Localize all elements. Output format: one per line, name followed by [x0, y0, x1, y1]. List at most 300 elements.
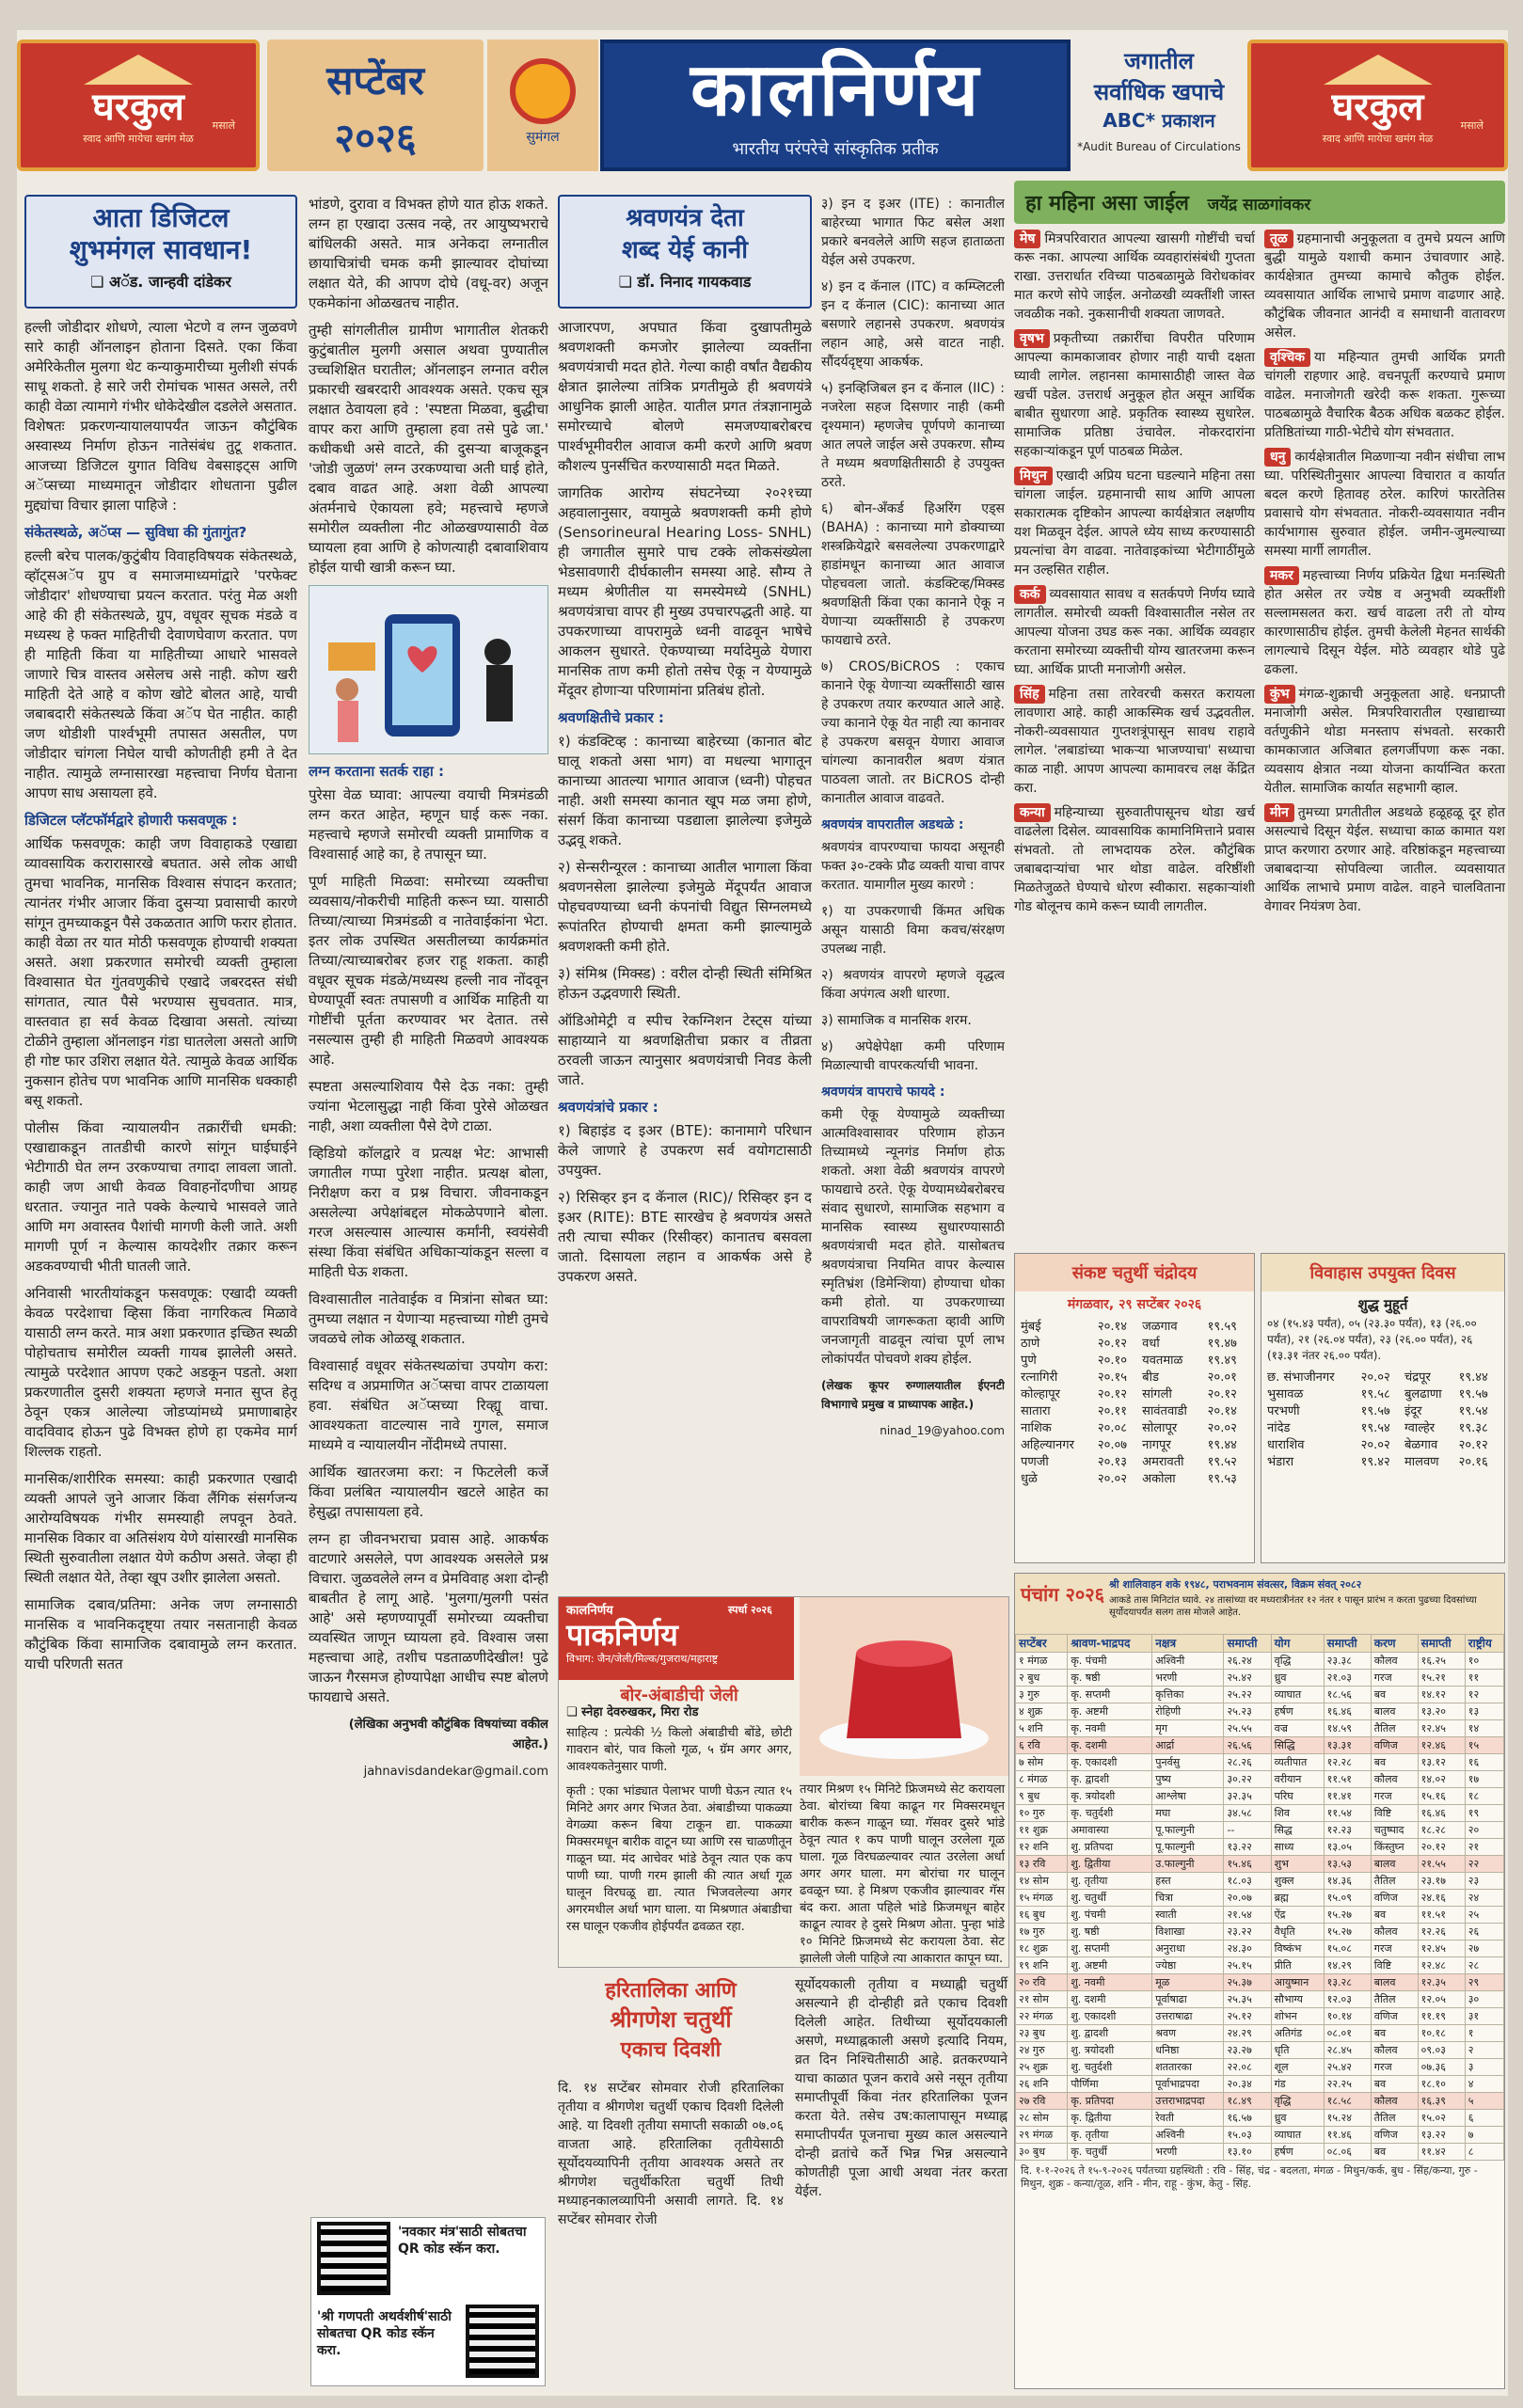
list-item: ३) इन द इअर (ITE) : कानातील बाहेरच्या भागात फिट बसेल अशा प्रकारे बनवलेले आणि सहज हाताळता येईल असे उपकरण. — [821, 197, 1005, 268]
list-item: ४) अपेक्षेपेक्षा कमी परिणाम मिळाल्याची वापरकर्त्याची भावना. — [821, 1039, 1005, 1073]
table-cell: वणिज — [1371, 1737, 1418, 1754]
table-row — [1016, 1839, 1504, 1856]
paragraph: तुम्ही सांगलीतील ग्रामीण भागातील शेतकरी कुटुंबातील मुलगी असाल अथवा पुण्यातील उच्चशिक्षित घरातील; ऑनलाइन लग्नात वरील प्रकारची खबरदारी आवश्यक असते. एकच सूत्र लक्षात ठेवायला हवे : 'स्पष्टता मिळवा, बुद्धीचा वापर करा आणि तुम्हाला हवा तसे पुढे जा.' कधीकधी असे वाटते, की दुसऱ्या बाजूकडून 'जोडी जुळणं' लग्न उरकण्याचा अती घाई होते, दबाव वाढत आहे. अशा वेळी आपल्या अंतर्मनाचे ऐकायला हवे; महत्त्वाचे म्हणजे समोरील व्यक्तीला नीट ओळखण्यासाठी वेळ घ्यायला हवा आणि हे कोणत्याही दबावाशिवाय होईल याची खात्री करून घ्या. — [309, 322, 548, 576]
column-header: योग — [1271, 1635, 1324, 1653]
city-cell: सोलापूर — [1142, 1421, 1178, 1435]
time-cell: २०.१२ — [1207, 1387, 1237, 1402]
horoscope-section — [1014, 181, 1505, 1253]
table-row — [1019, 1386, 1250, 1403]
paragraph: आजारपण, अपघात किंवा दुखापतीमुळे श्रवणशक्ती कमजोर झालेल्या व्यक्तींना श्रवणयंत्राची मदत होते. गेल्या काही वर्षांत वैद्यकीय क्षेत्रात झालेल्या तांत्रिक प्रगतीमुळे ही श्रवणयंत्रे आधुनिक झाली आहेत. यातील प्रगत तंत्रज्ञानामुळे समोरच्याचे बोलणे समजण्याबरोबरच पार्श्वभूमीवरील आवाज कमी करणे आणि श्रवण कौशल्य पुनर्संचित करण्यासाठी मदत मिळते. — [558, 319, 812, 474]
table-cell: १५.२७ — [1324, 1924, 1371, 1941]
table-row — [1019, 1353, 1250, 1370]
column-header: समाप्ती — [1324, 1635, 1371, 1653]
table-cell: विष्टि — [1371, 1805, 1418, 1822]
table-cell: ६ — [1465, 2110, 1503, 2127]
rashi-kumbh: कुंभ मंगळ-शुक्राची अनुकूलता आहे. धनप्राप्ती मनाजोगी असेल. मित्रपरिवारातील एखाद्याच्या वर्तणुकीने थोडा मनस्ताप संभवतो. सरकारी कामकाजात अजिबात हलगर्जीपणा करू नका. व्यवसाय क्षेत्रात नव्या योजना कार्यान्वित करता येतील. सामाजिक कार्यात सहभागी व्हाल. — [1264, 687, 1505, 796]
table-row — [1265, 1454, 1500, 1471]
panchang-header — [1015, 1574, 1504, 1634]
column-header: राष्ट्रीय — [1465, 1635, 1503, 1653]
table-cell: ध्रुव — [1271, 1670, 1324, 1687]
table-cell: शुभ — [1271, 1856, 1324, 1873]
rashi-vrushabh: वृषभ प्रकृतीच्या तक्रारींचा विपरीत परिणाम आपल्या कामकाजावर होणार नाही याची दक्षता घ्यावी लागेल. लहानसा कामासाठीही जास्त वेळ खर्ची पडेल. उत्तरार्ध अनुकूल होत असून आर्थिक बाबीत सुधारणा आहे. प्रकृतिक स्वास्थ्य सुधारेल. सामाजिक प्रतिष्ठा उंचावेल. नोकरदारांना सहकाऱ्यांकडून पूर्ण पाठबळ मिळेल. — [1014, 331, 1255, 459]
list-item: ५) इनव्हिजिबल इन द कॅनाल (IIC) : नजरेला सहज दिसणार नाही (कमी दृश्यमान) म्हणजेच पूर्णपणे कानाच्या आत लपले जाईल असे उपकरण. सौम्य ते मध्यम श्रवणक्षितीसाठी हे उपयुक्त ठरते. — [821, 381, 1005, 490]
table-cell: कौलव — [1371, 1924, 1418, 1941]
rashi-mithun: मिथुन एखादी अप्रिय घटना घडल्याने महिना तसा चांगला जाईल. ग्रहमानाची साथ आणि आपला सकारात्मक दृष्टिकोन आपल्या कार्यक्षेत्रात लक्षणीय यश मिळवून देईल. आपले ध्येय साध्य करण्यासाठी प्रयत्नांचा वेग वाढवा. नातेवाइकांच्या भेटीगाठींमुळे मन उल्हसित राहील. — [1014, 468, 1255, 578]
recipe-title: पाकनिर्णय — [566, 1617, 678, 1653]
table-row — [1265, 1370, 1500, 1386]
table-row — [1016, 2059, 1504, 2076]
table-row — [1016, 1941, 1504, 1957]
table-cell: व्याघात — [1271, 2127, 1324, 2144]
table-cell: ११.४६ — [1324, 2127, 1371, 2144]
table-cell: २५.२२ — [1224, 1687, 1271, 1703]
brand-sub: मसाले — [212, 119, 235, 132]
gharkul-ad-left — [17, 40, 260, 171]
table-cell: २० रवि — [1016, 1974, 1068, 1991]
time-cell: २०.१४ — [1207, 1404, 1237, 1418]
table-cell: कृ. द्वादशी — [1068, 1771, 1152, 1788]
time-cell: २०.१५ — [1097, 1370, 1128, 1385]
table-cell: श्रवण — [1152, 2025, 1224, 2042]
time-cell: १९.५३ — [1207, 1472, 1237, 1486]
table-cell: ११ शुक्र — [1016, 1822, 1068, 1839]
rashi-meen: मीन तुमच्या प्रगतीतील अडथळे हळूहळू दूर होत असल्याचे दिसून येईल. सध्याचा काळ कामात यश प्राप्त करणारा ठरणार आहे. वरिष्ठांकडून महत्त्वाच्या जबाबदाऱ्या सोपविल्या जातील. व्यवसायात आर्थिक लाभाचे प्रमाण वाढेल. वाहने चालविताना वेगावर नियंत्रण ठेवा. — [1264, 805, 1505, 914]
time-cell: १९.५२ — [1207, 1455, 1237, 1469]
table-cell: २४.१६ — [1418, 1890, 1465, 1907]
article-title-line2: शब्द येई कानी — [622, 236, 748, 264]
table-cell: १३.१२ — [1418, 1754, 1465, 1771]
time-cell: १९.५४ — [1458, 1404, 1488, 1418]
table-cell: १८ — [1465, 1788, 1503, 1805]
qr2-caption: 'श्री गणपती अथर्वशीर्ष'साठी सोबतचा QR कोड स्कॅन करा. — [317, 2309, 452, 2358]
table-cell: २३.३८ — [1324, 1653, 1371, 1670]
table-cell: २४.२९ — [1224, 2025, 1271, 2042]
table-row — [1016, 1805, 1504, 1822]
table-cell: ऐंद्र — [1271, 1907, 1324, 1924]
table-cell: २३.२२ — [1224, 1924, 1271, 1941]
table-cell: विष्टि — [1371, 1957, 1418, 1974]
table-cell: गरज — [1371, 2059, 1418, 2076]
table-cell: १६ बुध — [1016, 1907, 1068, 1924]
rashi-kanya: कन्या महिन्याच्या सुरुवातीपासूनच थोडा खर्च वाढलेला दिसेल. व्यावसायिक कामानिमित्ताने प्रवास संभवतो. तो लाभदायक ठरेल. कौटुंबिक जबाबदाऱ्यांचा भार थोडा वाढेल. वरिष्ठींशी मिळतेजुळते घेण्याचे धोरण स्वीकारा. सहकाऱ्यांशी गोड बोलूनच कामे करून घ्यावी लागतील. — [1014, 805, 1255, 914]
sub-heading: श्रवणयंत्र वापराचे फायदे : — [821, 1085, 945, 1100]
table-cell: तैतिल — [1371, 1873, 1418, 1890]
table-cell: तैतिल — [1371, 1991, 1418, 2008]
table-cell: २५.४२ — [1224, 1670, 1271, 1687]
tip-item: स्पष्टता असल्याशिवाय पैसे देऊ नका: तुम्ही ज्यांना भेटलासुद्धा नाही किंवा पुरेसे ओळखत नाही, अशा व्यक्तीला पैसे देणे टाळा. — [309, 1078, 548, 1134]
qr1-caption: 'नवकार मंत्र'साठी सोबतचा QR कोड स्कॅन करा. — [398, 2225, 527, 2257]
table-cell: व्याघात — [1271, 1687, 1324, 1703]
table-cell: ३० — [1465, 1991, 1503, 2008]
time-cell: १९.४७ — [1207, 1337, 1237, 1351]
table-row — [1016, 1991, 1504, 2008]
recipe-author: ❏ स्नेहा देवरुखकर, मिरा रोड — [566, 1705, 699, 1719]
tip-item: विश्वासातील नातेवाईक व मित्रांना सोबत घ्या: तुमच्या लक्षात न येणाऱ्या महत्त्वाच्या गोष्टी तुमचे जवळचे लोक ओळखू शकतात. — [309, 1291, 548, 1347]
table-cell: २४ गुरु — [1016, 2042, 1068, 2059]
table-cell: कृ. त्रयोदशी — [1068, 1788, 1152, 1805]
column-header: समाप्ती — [1224, 1635, 1271, 1653]
table-cell: विष्कंभ — [1271, 1941, 1324, 1957]
tip-item: विश्वासार्ह वधूवर संकेतस्थळांचा उपयोग करा: सदिग्ध व अप्रमाणित अॅप्सचा वापर टाळायला हवा. संबंधित अॅप्सच्या रिव्ह्यू वाचा. आवश्यकता वाटल्यास नावे गुगल, समाज माध्यमे व न्यायालयीन नोंदीमध्ये तपासा. — [309, 1357, 548, 1453]
table-row — [1265, 1437, 1500, 1454]
table-cell: वैधृति — [1271, 1924, 1324, 1941]
table-cell: शु. त्रयोदशी — [1068, 2042, 1152, 2059]
table-row — [1019, 1437, 1250, 1454]
paragraph: मानसिक/शारीरिक समस्या: काही प्रकरणात एखादी व्यक्ती आपले जुने आजार किंवा लैंगिक संसर्गजन्य आरोग्यविषयक गंभीर समस्याही लपवून ठेवते. मानसिक विकार वा अतिसंशय येणे यांसारखी मानसिक स्थिती सुरुवातीला लक्षात येणे कठीण असते. जेव्हा ही स्थिती लक्षात येते, तेव्हा खूप उशीर झालेला असतो. — [24, 1470, 297, 1586]
phone-fraud-illustration — [309, 585, 548, 754]
table-row — [1016, 2093, 1504, 2110]
sankashti-table — [1015, 1317, 1254, 1490]
paragraph: श्रवणयंत्र वापरण्याचा फायदा असूनही फक्त ३०-टक्के प्रौढ व्यक्ती याचा वापर करतात. यामागील मुख्य कारणे : — [821, 840, 1005, 893]
sun-emblem-icon — [510, 58, 576, 124]
table-cell: वरीयान — [1271, 1771, 1324, 1788]
paragraph: अनिवासी भारतीयांकडून फसवणूक: एखादी व्यक्ती केवळ परदेशाचा व्हिसा किंवा नागरिकत्व मिळावे यासाठी लग्न करते. मात्र अशा प्रकरणात इच्छित स्थळी पोहोचताच समोरील व्यक्ती गायब झालेली असते. त्यामुळे परदेशात आपण एकटे अडकून पडतो. अशा प्रकरणातील दुसरी शक्यता म्हणजे मनात सुप्त हेतू ठेवून एकत्र आलेल्या जोडप्यांमध्ये प्रमाणाबाहेर वादविवाद होऊन पुढे विभक्त होणे हा एकमेव मार्ग शिल्लक राहतो. — [24, 1285, 297, 1460]
hartalika-title3: एकाच दिवशी — [620, 2038, 722, 2062]
table-cell: शु. सप्तमी — [1068, 1941, 1152, 1957]
hartalika-paragraph: सूर्योदयकाली तृतीया व मध्याह्नी चतुर्थी असल्याने ही दोन्हीही व्रते एकाच दिवशी दिलेली आहेत. तिथीच्या सूर्योदयकाली असणे, मध्याह्नकाली असणे इत्यादि नियम, व्रत दिन निश्चितीसाठी आहे. व्रतकरण्याने याचा काळात पूजन करावे असे नसून तृतीया समाप्तीपूर्वी किंवा नंतर हरितालिका पूजन करता येते. तसेच उष:कालापासून मध्याह्न समाप्तीपर्यंत पूजनाचा मुख्य काल असल्याने दोन्ही व्रतांचे कर्तेे भिन्न भिन्न असल्याने कोणतीही पूजा आधी अथवा नंतर करता येईल. — [795, 1977, 1007, 2199]
table-cell: १५.१६ — [1418, 1788, 1465, 1805]
table-cell: अतिगंड — [1271, 2025, 1324, 2042]
table-cell: १६.२५ — [1418, 1653, 1465, 1670]
table-cell: १२.२३ — [1324, 1822, 1371, 1839]
city-cell: बुलढाणा — [1404, 1387, 1442, 1402]
table-cell: २१ सोम — [1016, 1991, 1068, 2008]
table-cell: बव — [1371, 2076, 1418, 2093]
time-cell: १९.४४ — [1207, 1438, 1237, 1452]
table-cell: ३२.३५ — [1224, 1788, 1271, 1805]
table-cell: बव — [1371, 2144, 1418, 2161]
table-cell: १३.२० — [1418, 1703, 1465, 1720]
table-cell: १६.५७ — [1224, 2110, 1271, 2127]
table-cell: १८.०३ — [1224, 1873, 1271, 1890]
table-cell: बव — [1371, 1754, 1418, 1771]
table-cell: कृ. तृतीया — [1068, 2127, 1152, 2144]
table-cell: २६.५६ — [1224, 1737, 1271, 1754]
author-email[interactable]: jahnavisdandekar@gmail.com — [363, 1765, 548, 1779]
city-cell: धुळे — [1021, 1472, 1038, 1486]
city-cell: ग्वाल्हेर — [1404, 1421, 1436, 1435]
table-cell: १ — [1465, 2025, 1503, 2042]
table-cell: शु. द्वितीया — [1068, 1856, 1152, 1873]
panchang-title: पंचांग २०२६ — [1021, 1583, 1105, 1606]
table-cell: १५.२१ — [1418, 1670, 1465, 1687]
column-header: सप्टेंबर — [1016, 1635, 1068, 1653]
recipe-ingredients: साहित्य : प्रत्येकी ½ किलो अंबाडीची बोंडे, छोटी गावरान बोरं, पाव किलो गूळ, ५ ग्रॅम अगर अगर, आवश्यकतेनुसार पाणी. — [566, 1726, 792, 1774]
table-cell: कृ. प्रतिपदा — [1068, 2093, 1152, 2110]
table-cell: २१ — [1465, 1839, 1503, 1856]
table-cell: ज्येष्ठा — [1152, 1957, 1224, 1974]
recipe-categories: विभाग: जैन/जेली/मिल्क/गुजराथ/महाराष्ट्र — [566, 1653, 719, 1665]
rashi-makar: मकर महत्त्वाच्या निर्णय प्रक्रियेत द्विधा मनःस्थिती होत असेल तर ज्येष्ठ व अनुभवी व्यक्तींशी सल्लामसलत करा. खर्च वाढला तरी तो योग्य कारणासाठीच होईल. तुमची केलेली मेहनत सार्थकी लागल्याचे दिसून येईल. मोठे व्यवहार थोडे पुढे ढकला. — [1264, 568, 1505, 677]
table-cell: पौर्णिमा — [1068, 2076, 1152, 2093]
column-header: श्रावण-भाद्रपद — [1068, 1635, 1152, 1653]
year: २०२६ — [334, 115, 417, 161]
table-cell: २७ रवि — [1016, 2093, 1068, 2110]
table-cell: चित्रा — [1152, 1890, 1224, 1907]
horoscope-title: हा महिना असा जाईल — [1025, 192, 1189, 215]
table-cell: कृ. षष्ठी — [1068, 1670, 1152, 1687]
table-cell: १२.२६ — [1418, 1924, 1465, 1941]
house-roof-icon — [1324, 55, 1433, 85]
horoscope-author: जयेंद्र साळगांवकर — [1207, 196, 1311, 214]
table-cell: १४.३६ — [1324, 1873, 1371, 1890]
paragraph: हल्ली जोडीदार शोधणे, त्याला भेटणे व लग्न जुळवणे सारे काही ऑनलाइन होताना दिसते. एका किंवा अमेरिकेतील मुलगा थेट कन्याकुमारीच्या मुलीशी संपर्क साधू शकतो. हे सारे जरी रोमांचक भासत असले, तरी काही वेळा त्यामागे गंभीर धोकेदेखील दडलेले असतात. विशेषतः प्रकरणन्यायालयापर्यंत जाऊन कौटुंबिक अस्वास्थ्य निर्माण होऊन नातेसंबंध तुटू शकतात. आजच्या डिजिटल युगात विविध वेबसाइट्स आणि अॅप्सच्या माध्यमातून जोडीदार शोधताना पुढील मुद्द्यांचा विचार झाला पाहिजे : — [24, 319, 297, 514]
table-cell: शु. अष्टमी — [1068, 1957, 1152, 1974]
city-cell: इंदूर — [1404, 1404, 1422, 1418]
month-box — [267, 40, 484, 171]
time-cell: २०.१० — [1097, 1354, 1128, 1368]
table-cell: पूर्वाषाढा — [1152, 1991, 1224, 2008]
table-cell: हर्षण — [1271, 1703, 1324, 1720]
table-row — [1019, 1471, 1250, 1488]
table-cell: १३.०५ — [1324, 1839, 1371, 1856]
time-cell: २०.०१ — [1207, 1370, 1237, 1385]
table-cell: वणिज — [1371, 1890, 1418, 1907]
newspaper-page — [17, 30, 1508, 2396]
table-cell: १३.१० — [1224, 2144, 1271, 2161]
table-cell: कौलव — [1371, 1771, 1418, 1788]
table-cell: ८ — [1465, 2144, 1503, 2161]
city-cell: वर्धा — [1142, 1337, 1160, 1351]
list-item: ३) संमिश्र (मिक्स्ड) : वरील दोन्ही स्थिती संमिश्रित होऊन उद्भवणारी स्थिती. — [558, 965, 812, 1002]
sub-heading: श्रवणक्षितीचे प्रकार : — [558, 709, 664, 726]
table-cell: बव — [1371, 2025, 1418, 2042]
gharkul-ad-right — [1247, 40, 1508, 171]
table-row — [1016, 1754, 1504, 1771]
table-cell: शु. चतुर्थी — [1068, 1890, 1152, 1907]
table-cell: १५.०९ — [1324, 1890, 1371, 1907]
time-cell: २०.०२ — [1207, 1421, 1237, 1435]
table-row — [1016, 1957, 1504, 1974]
table-cell: ११.४१ — [1324, 1788, 1371, 1805]
table-cell: १२.४६ — [1418, 1737, 1465, 1754]
time-cell: २०.१३ — [1097, 1455, 1128, 1469]
table-cell: शिव — [1271, 1805, 1324, 1822]
table-cell: १४.२९ — [1324, 1957, 1371, 1974]
article-title-box — [24, 195, 297, 309]
table-cell: अश्विनी — [1152, 1653, 1224, 1670]
city-cell: छ. संभाजीनगर — [1267, 1370, 1335, 1385]
tip-item: पुरेसा वेळ घ्यावा: आपल्या वयाची मित्रमंडळी लग्न करत आहेत, म्हणून घाई करू नका. महत्त्वाचे म्हणजे समोरची व्यक्ती प्रामाणिक व विश्वासार्ह आहे का, हे तपासून घ्या. — [309, 786, 548, 863]
table-cell: उत्तराषाढा — [1152, 2008, 1224, 2025]
table-cell: आर्द्रा — [1152, 1737, 1224, 1754]
table-row — [1265, 1386, 1500, 1403]
table-cell: १२ — [1465, 1687, 1503, 1703]
list-item: २) सेन्सरीन्यूरल : कानाच्या आतील भागाला किंवा श्रवणनसेला झालेल्या इजेमुळे मेंदूपर्यंत आवाज पोहचवण्याच्या ध्वनी कंपनांची विद्युत सिग्नलमध्ये रूपांतरित होण्याची क्षमता कमी झाल्यामुळे श्रवणशक्ती कमी होते. — [558, 859, 812, 955]
article-title-line2: शुभमंगल सावधान! — [69, 234, 253, 265]
table-cell: ०७.३६ — [1418, 2059, 1465, 2076]
table-cell: २८ — [1465, 1957, 1503, 1974]
recipe-method: कृती : एका भांड्यात पेलाभर पाणी घेऊन त्यात १५ मिनिटे अगर अगर भिजत ठेवा. अंबाडीच्या पाकळ्या वेगळ्या करून बिया टाकून द्या. पाकळ्या मिक्सरमधून बारीक वाटून घ्या आणि रस चाळणीतून गाळून घ्या. मंद आचेवर भांडे ठेवून त्यात एक कप पाणी घ्या. पाणी गरम झाली की त्यात अर्धा गूळ घालून विरघळू द्या. त्यात भिजवलेल्या अगर अगरमधील अर्धा भाग घाला. या मिश्रणात अंबाडीचा रस घालून एकजीव होईपर्यंत ढवळत रहा. — [566, 1784, 792, 1934]
table-row — [1016, 1720, 1504, 1737]
table-row — [1265, 1403, 1500, 1420]
table-cell: पू.फाल्गुनी — [1152, 1839, 1224, 1856]
city-cell: रत्नागिरी — [1021, 1370, 1058, 1385]
sub-heading: संकेतस्थळे, अॅप्स — सुविधा की गुंतागुंत? — [24, 524, 247, 541]
brand-name: घरकुल — [92, 86, 184, 129]
table-cell: १०.१८ — [1418, 2025, 1465, 2042]
table-cell: -- — [1224, 1822, 1271, 1839]
list-item: १) या उपकरणाची किंमत अधिक असून यासाठी विमा कवच/संरक्षण उपलब्ध नाही. — [821, 904, 1005, 957]
city-cell: नाशिक — [1021, 1421, 1052, 1435]
horoscope-left-col — [1014, 230, 1255, 922]
article-hearing-aid-col4 — [821, 195, 1005, 1587]
table-cell: कृ. चतुर्थी — [1068, 2144, 1152, 2161]
list-item: ४) इन द कॅनाल (ITC) व कम्प्लिटली इन द कॅनाल (CIC): कानाच्या आत बसणारे लहानसे उपकरण. श्रवणयंत्र लहान आहे, असे वाटत नाही. सौंदर्यदृष्ट्या आकर्षक. — [821, 279, 1005, 370]
city-cell: बीड — [1142, 1370, 1159, 1385]
table-cell: १२.४८ — [1418, 1957, 1465, 1974]
brand-name: घरकुल — [1331, 86, 1424, 129]
table-cell: ११.५१ — [1324, 1771, 1371, 1788]
table-cell: भरणी — [1152, 1670, 1224, 1687]
paragraph: सामाजिक दबाव/प्रतिमा: अनेक जण लग्नासाठी मानसिक व भावनिकदृष्ट्या तयार नसतानाही केवळ कौटुंबिक किंवा सामाजिक दबावामुळे लग्न करतात. याची परिणती सतत — [24, 1596, 297, 1672]
table-cell: ध्रुव — [1271, 2110, 1324, 2127]
table-cell: विशाखा — [1152, 1924, 1224, 1941]
table-cell: २०.३४ — [1224, 2076, 1271, 2093]
table-row — [1016, 2042, 1504, 2059]
table-cell: २५.३७ — [1224, 1974, 1271, 1991]
table-cell: शु. चतुर्दशी — [1068, 2059, 1152, 2076]
table-cell: सौभाग्य — [1271, 1991, 1324, 2008]
time-cell: २०.१६ — [1458, 1455, 1488, 1469]
table-cell: १३.२८ — [1324, 1974, 1371, 1991]
table-cell: १५.२४ — [1324, 2110, 1371, 2127]
table-row — [1016, 1856, 1504, 1873]
table-cell: शु. तृतीया — [1068, 1873, 1152, 1890]
table-cell: १६ — [1465, 1754, 1503, 1771]
table-cell: १२.०३ — [1324, 1991, 1371, 2008]
table-cell: १ मंगळ — [1016, 1653, 1068, 1670]
table-cell: १३.२२ — [1418, 2127, 1465, 2144]
table-cell: १३.३१ — [1324, 1737, 1371, 1754]
table-cell: १३ — [1465, 1703, 1503, 1720]
city-cell: पुणे — [1021, 1354, 1037, 1368]
table-cell: १९ शनि — [1016, 1957, 1068, 1974]
time-cell: १९.४२ — [1360, 1455, 1390, 1469]
recipe-text-left — [566, 1687, 792, 1943]
table-cell: शु. प्रतिपदा — [1068, 1839, 1152, 1856]
city-cell: यवतमाळ — [1142, 1354, 1183, 1368]
table-cell: २१.०३ — [1324, 1670, 1371, 1687]
table-cell: ७ — [1465, 2127, 1503, 2144]
table-cell: २५.१२ — [1224, 2008, 1271, 2025]
table-cell: शततारका — [1152, 2059, 1224, 2076]
table-cell: पुनर्वसु — [1152, 1754, 1224, 1771]
table-cell: ५ — [1465, 2093, 1503, 2110]
table-cell: मघा — [1152, 1805, 1224, 1822]
table-cell: १० — [1465, 1653, 1503, 1670]
table-cell: १६.४६ — [1324, 1703, 1371, 1720]
masthead-tagline: भारतीय परंपरेचे सांस्कृतिक प्रतीक — [732, 139, 939, 159]
table-cell: २८.२६ — [1224, 1754, 1271, 1771]
table-cell: तैतिल — [1371, 2110, 1418, 2127]
table-cell: रेवती — [1152, 2110, 1224, 2127]
time-cell: २०.०२ — [1097, 1472, 1128, 1486]
table-row — [1016, 1687, 1504, 1703]
table-cell: कौलव — [1371, 2042, 1418, 2059]
qr-code-icon[interactable] — [466, 2305, 539, 2378]
table-cell: पूर्वाभाद्रपदा — [1152, 2076, 1224, 2093]
table-cell: सिद्ध — [1271, 1822, 1324, 1839]
hartalika-title2: श्रीगणेश चतुर्थी — [610, 2006, 732, 2033]
paragraph: जागतिक आरोग्य संघटनेच्या २०२१च्या अहवालानुसार, वयामुळे श्रवणशक्ती कमी होणे (Sensorineural Hearing Loss- SNHL) ही जगातील सुमारे पाच टक्के लोकसंख्येला भेडसावणारी दीर्घकालीन समस्या आहे. सौम्य ते मध्यम श्रेणीतील या समस्येमध्ये (SNHL) श्रवणयंत्राचा वापर ही मुख्य उपचारपद्धती आहे. या उपकरणाच्या वापरामुळे ध्वनी वाढवून भाषेचे आकलन सुधारते. ऐकण्याच्या मर्यादेमुळे येणारा मानसिक ताण कमी होतो तसेच ऐकू न येण्यामुळे मेंदूवर होणाऱ्या परिणामांना प्रतिबंध होतो. — [558, 484, 812, 699]
author-email[interactable]: ninad_19@yahoo.com — [880, 1424, 1005, 1437]
table-cell: १४.०२ — [1418, 1771, 1465, 1788]
table-cell: ११.५१ — [1418, 1907, 1465, 1924]
table-cell: सिद्धि — [1271, 1737, 1324, 1754]
table-cell: पुष्य — [1152, 1771, 1224, 1788]
list-item: ७) CROS/BiCROS : एकाच कानाने ऐकू येणाऱ्या व्यक्तींसाठी खास हे उपकरण तयार करण्यात आले आहे. ज्या कानाने ऐकू येत नाही त्या कानावर हे उपकरण बसवून येणारा आवाज चांगल्या कानावरील श्रवण यंत्रात पाठवला जातो. तर BiCROS दोन्ही कानातील आवाज वाढवते. — [821, 659, 1005, 806]
list-item: २) श्रवणयंत्र वापरणे म्हणजे वृद्धत्व किंवा अपंगत्व अशी धारणा. — [821, 968, 1005, 1002]
table-cell: १० गुरु — [1016, 1805, 1068, 1822]
table-cell: ३४.५८ — [1224, 1805, 1271, 1822]
table-row — [1016, 1788, 1504, 1805]
table-cell: कृ. पंचमी — [1068, 1653, 1152, 1670]
hartalika-article — [558, 1975, 1009, 2389]
vivah-title: विवाहास उपयुक्त दिवस — [1261, 1254, 1504, 1291]
horoscope-header — [1014, 181, 1505, 224]
table-cell: शोभन — [1271, 2008, 1324, 2025]
table-cell: गरज — [1371, 1788, 1418, 1805]
emblem-label: सुमंगल — [526, 130, 560, 145]
table-cell: २५.४२ — [1324, 2059, 1371, 2076]
table-cell: कृ. अष्टमी — [1068, 1703, 1152, 1720]
column-header: समाप्ती — [1418, 1635, 1465, 1653]
time-cell: २०.१२ — [1458, 1438, 1488, 1452]
sub-heading: श्रवणयंत्रांचे प्रकार : — [558, 1099, 658, 1116]
table-cell: १८ शुक्र — [1016, 1941, 1068, 1957]
table-cell: १३.२२ — [1224, 1839, 1271, 1856]
sankashti-title: संकष्ट चतुर्थी चंद्रोदय — [1015, 1254, 1254, 1291]
table-cell: ७ सोम — [1016, 1754, 1068, 1771]
table-cell: रोहिणी — [1152, 1703, 1224, 1720]
paragraph: ऑडिओमेट्री व स्पीच रेकग्निशन टेस्ट्स यांच्या साहाय्याने या श्रवणक्षितीचा प्रकार व तीव्रता ठरवली जाऊन त्यानुसार श्रवणयंत्राची निवड केली जाते. — [558, 1012, 812, 1088]
table-row — [1019, 1454, 1250, 1471]
table-row — [1019, 1420, 1250, 1437]
table-cell: अश्विनी — [1152, 2127, 1224, 2144]
qr-code-icon[interactable] — [317, 2222, 390, 2295]
rashi-dhanu: धनु कार्यक्षेत्रातील मिळणाऱ्या नवीन संधीचा लाभ घ्या. परिस्थितीनुसार आपल्या विचारात व कार्यात बदल करणे हितावह ठरेल. कारिणं फारतेतिस प्रवासाचे योग संभवतात. नोकरी-व्यवसायात नवीन कार्यभागास सुरुवात होईल. जमीन-जुमल्याच्या समस्या मार्गी लागतील. — [1264, 450, 1505, 559]
sub-heading: डिजिटल प्लॅटफॉर्मद्वारे होणारी फसवणूक : — [24, 812, 238, 829]
table-cell: १३ रवि — [1016, 1856, 1068, 1873]
table-cell: ११.५४ — [1324, 1805, 1371, 1822]
sankashti-date: मंगळवार, २९ सप्टेंबर २०२६ — [1067, 1297, 1202, 1312]
table-cell: २०.१२ — [1418, 1839, 1465, 1856]
table-cell: १२.०५ — [1418, 1991, 1465, 2008]
hartalika-title1: हरितालिका आणि — [605, 1979, 737, 2003]
table-cell: कौलव — [1371, 1653, 1418, 1670]
table-cell: कृ. द्वितीया — [1068, 2110, 1152, 2127]
table-cell: १४ — [1465, 1720, 1503, 1737]
table-row — [1016, 2076, 1504, 2093]
table-cell: २२.२५ — [1324, 2076, 1371, 2093]
table-row — [1016, 2144, 1504, 2161]
table-cell: उत्तराभाद्रपदा — [1152, 2093, 1224, 2110]
abc-line3: ABC* प्रकाशन — [1103, 109, 1215, 132]
time-cell: १९.५७ — [1458, 1387, 1488, 1402]
city-cell: भंडारा — [1267, 1455, 1294, 1469]
table-cell: २ बुध — [1016, 1670, 1068, 1687]
table-cell: १२.२८ — [1324, 1754, 1371, 1771]
table-row — [1019, 1319, 1250, 1336]
list-item: २) रिसिव्हर इन द कॅनाल (RIC)/ रिसिव्हर इन द इअर (RITE): BTE सारखेच हे श्रवणयंत्र असते तरी त्याचा स्पीकर (रिसीव्हर) कानातच बसवला जातो. दिसायला लहान व आकर्षक असे हे उपकरण असते. — [558, 1189, 812, 1285]
table-cell: २१.५५ — [1418, 1856, 1465, 1873]
table-row — [1019, 1336, 1250, 1353]
table-cell: २७ — [1465, 1941, 1503, 1957]
table-cell: शु. षष्ठी — [1068, 1924, 1152, 1941]
sankashti-panel — [1014, 1253, 1255, 1563]
table-cell: १५.०८ — [1324, 1941, 1371, 1957]
